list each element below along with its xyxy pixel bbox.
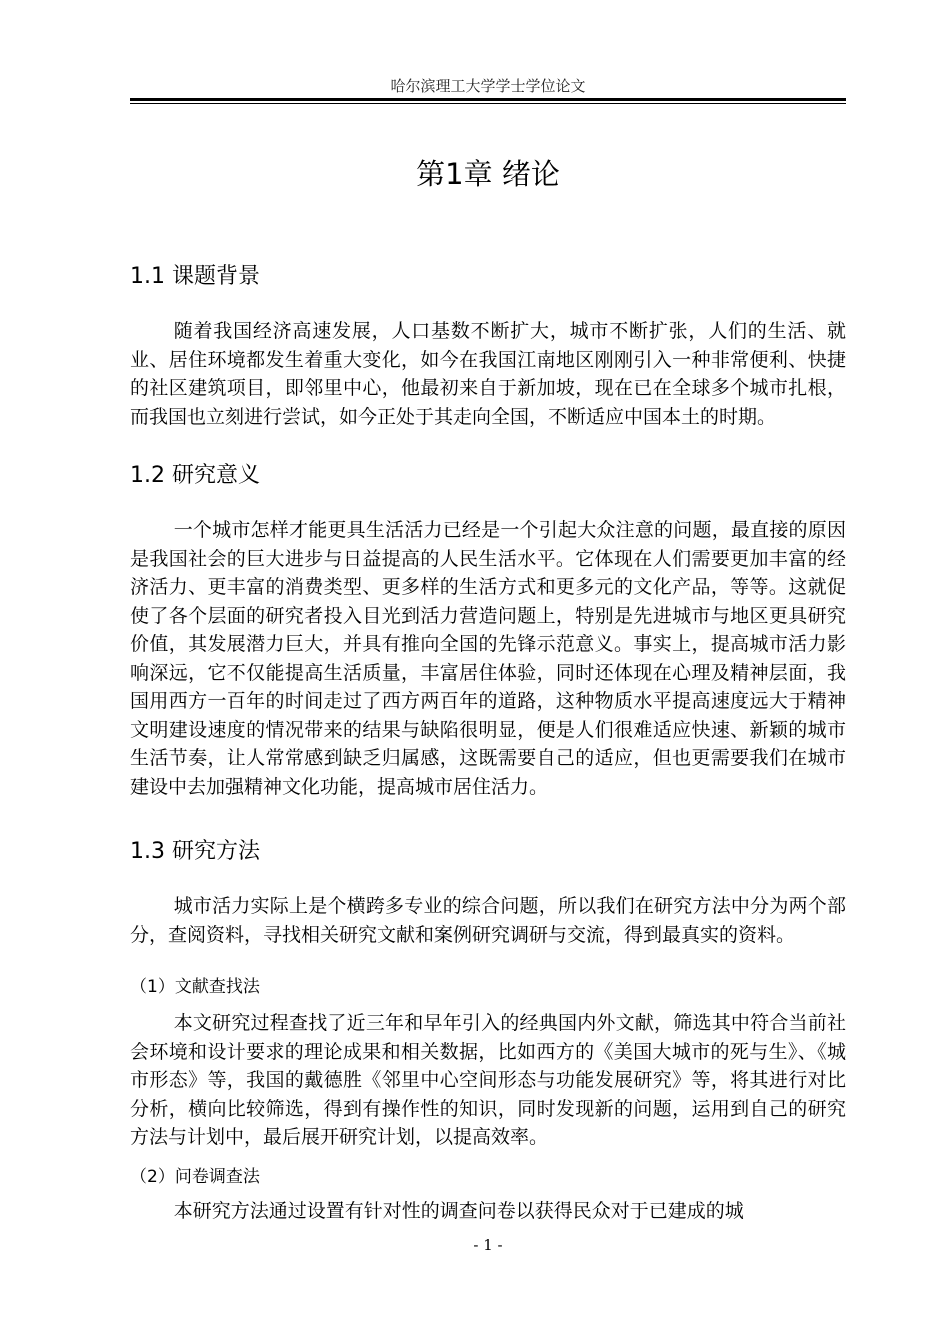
subheading-questionnaire-method: （2）问卷调查法 [130, 1167, 260, 1187]
section-heading-1-1: 1.1 课题背景 [130, 264, 260, 289]
section-heading-1-2: 1.2 研究意义 [130, 463, 260, 488]
section-heading-1-3: 1.3 研究方法 [130, 839, 260, 864]
paragraph-questionnaire-method: 本研究方法通过设置有针对性的调查问卷以获得民众对于已建成的城 [173, 1200, 744, 1222]
paragraph-significance: 一个城市怎样才能更具生活活力已经是一个引起大众注意的问题，最直接的原因是我国社会的巨大进步与日益提高的人民生活水平。它体现在人们需要更加丰富的经济活力、更丰富的消费类型、更多样的生活方式和更多元的文化产品，等等。这就促使了各个层面的研究者投入目光到活力营造问题上，特别是先进城市与地区更具研究价值，其发展潜力巨大，并具有推向全国的先锋示范意义。事实上，提高城市活力影响深远，它不仅能提高生活质量，丰富居住体验，同时还体现在心理及精神层面，我国用西方一百年的时间走过了西方两百年的道路，这种物质水平提高速度远大于精神文明建设速度的情况带来的结果与缺陷很明显，便是人们很难适应快速、新颖的城市生活节奏，让人常常感到缺乏归属感，这既需要自己的适应，但也更需要我们在城市建设中去加强精神文化功能，提高城市居住活力。 [130, 519, 846, 798]
paragraph-literature-method: 本文研究过程查找了近三年和早年引入的经典国内外文献，筛选其中符合当前社会环境和设计要求的理论成果和相关数据，比如西方的《美国大城市的死与生》、《城市形态》等，我国的戴德胜《邻里中心空间形态与功能发展研究》等，将其进行对比分析，横向比较筛选，得到有操作性的知识，同时发现新的问题，运用到自己的研究方法与计划中，最后展开研究计划，以提高效率。 [130, 1012, 846, 1148]
header-rule [130, 98, 846, 101]
chapter-title: 第1章 绪论 [416, 157, 560, 191]
subheading-literature-method: （1）文献查找法 [130, 977, 260, 997]
header-rule-thin [130, 103, 846, 104]
paragraph-methods: 城市活力实际上是个横跨多专业的综合问题，所以我们在研究方法中分为两个部分，查阅资料，寻找相关研究文献和案例研究调研与交流，得到最真实的资料。 [130, 895, 846, 946]
paragraph-background: 随着我国经济高速发展，人口基数不断扩大，城市不断扩张，人们的生活、就业、居住环境都发生着重大变化，如今在我国江南地区刚刚引入一种非常便利、快捷的社区建筑项目，即邻里中心，他最初来自于新加坡，现在已在全球多个城市扎根，而我国也立刻进行尝试，如今正处于其走向全国，不断适应中国本土的时期。 [130, 320, 846, 428]
running-header: 哈尔滨理工大学学士学位论文 [390, 77, 586, 95]
page-number: - 1 - [473, 1236, 503, 1254]
